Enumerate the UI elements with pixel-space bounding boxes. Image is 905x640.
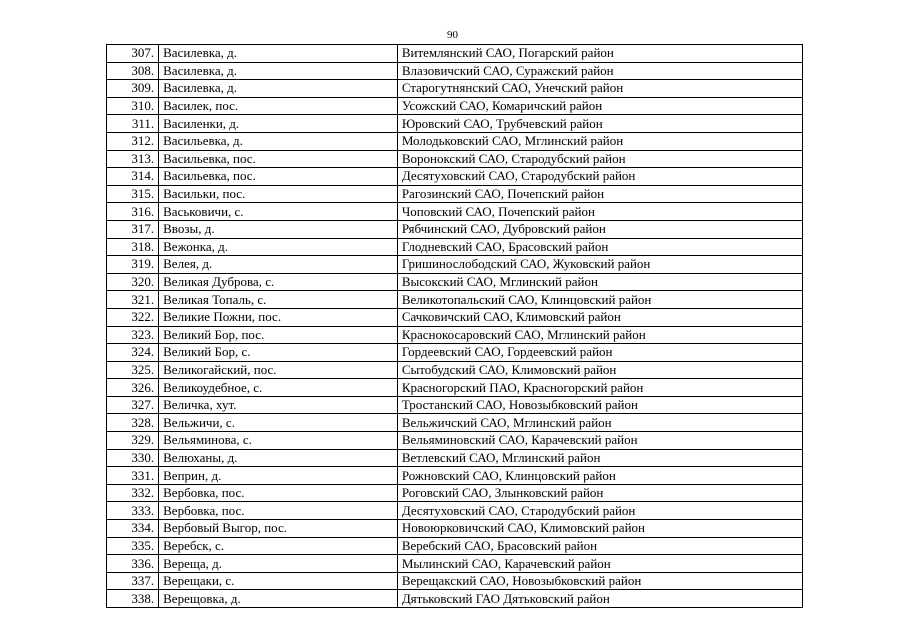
administrative-unit-cell: Юровский САО, Трубчевский район (397, 115, 802, 133)
settlement-name-cell: Вербовка, пос. (159, 484, 398, 502)
row-number-cell: 308. (107, 62, 159, 80)
table-row (107, 484, 803, 502)
row-number-cell: 317. (107, 220, 159, 238)
table-row (107, 150, 803, 168)
administrative-unit-cell: Сачковичский САО, Климовский район (397, 308, 802, 326)
settlement-name-cell: Василевка, д. (159, 62, 398, 80)
settlement-name-cell: Верещаки, с. (159, 572, 398, 590)
row-number-cell: 323. (107, 326, 159, 344)
administrative-unit-cell: Великотопальский САО, Клинцовский район (397, 291, 802, 309)
row-number-cell: 321. (107, 291, 159, 309)
row-number-cell: 335. (107, 537, 159, 555)
administrative-unit-cell: Тростанский САО, Новозыбковский район (397, 396, 802, 414)
table-row (107, 502, 803, 520)
settlement-name-cell: Ввозы, д. (159, 220, 398, 238)
row-number-cell: 329. (107, 432, 159, 450)
row-number-cell: 326. (107, 379, 159, 397)
row-number-cell: 324. (107, 344, 159, 362)
row-number-cell: 331. (107, 467, 159, 485)
administrative-unit-cell: Воронокский САО, Стародубский район (397, 150, 802, 168)
table-row (107, 45, 803, 63)
administrative-unit-cell: Старогутнянский САО, Унечский район (397, 80, 802, 98)
row-number-cell: 318. (107, 238, 159, 256)
row-number-cell: 325. (107, 361, 159, 379)
administrative-unit-cell: Мылинский САО, Карачевский район (397, 555, 802, 573)
table-row (107, 396, 803, 414)
row-number-cell: 315. (107, 185, 159, 203)
table-row (107, 273, 803, 291)
settlement-name-cell: Вельяминова, с. (159, 432, 398, 450)
settlement-name-cell: Веребск, с. (159, 537, 398, 555)
settlement-name-cell: Вербовка, пос. (159, 502, 398, 520)
settlement-name-cell: Васильевка, пос. (159, 150, 398, 168)
administrative-unit-cell: Витемлянский САО, Погарский район (397, 45, 802, 63)
row-number-cell: 320. (107, 273, 159, 291)
row-number-cell: 311. (107, 115, 159, 133)
table-row (107, 467, 803, 485)
row-number-cell: 319. (107, 256, 159, 274)
table-row (107, 203, 803, 221)
table-row (107, 572, 803, 590)
settlement-name-cell: Вежонка, д. (159, 238, 398, 256)
settlement-name-cell: Велюханы, д. (159, 449, 398, 467)
settlement-name-cell: Вереща, д. (159, 555, 398, 573)
administrative-unit-cell: Глодневский САО, Брасовский район (397, 238, 802, 256)
administrative-unit-cell: Гришинослободский САО, Жуковский район (397, 256, 802, 274)
administrative-unit-cell: Верещакский САО, Новозыбковский район (397, 572, 802, 590)
row-number-cell: 313. (107, 150, 159, 168)
settlement-name-cell: Верещовка, д. (159, 590, 398, 608)
settlement-name-cell: Васильевка, пос. (159, 168, 398, 186)
administrative-unit-cell: Усожский САО, Комаричский район (397, 97, 802, 115)
administrative-unit-cell: Рагозинский САО, Почепский район (397, 185, 802, 203)
settlement-name-cell: Васильевка, д. (159, 132, 398, 150)
table-row (107, 132, 803, 150)
administrative-unit-cell: Вельяминовский САО, Карачевский район (397, 432, 802, 450)
table-row (107, 80, 803, 98)
settlement-name-cell: Великий Бор, с. (159, 344, 398, 362)
settlement-name-cell: Вельжичи, с. (159, 414, 398, 432)
row-number-cell: 334. (107, 520, 159, 538)
page-number: 90 (447, 29, 458, 41)
table-row (107, 432, 803, 450)
settlement-name-cell: Веприн, д. (159, 467, 398, 485)
table-row (107, 115, 803, 133)
administrative-unit-cell: Вельжичский САО, Мглинский район (397, 414, 802, 432)
row-number-cell: 316. (107, 203, 159, 221)
table-row (107, 62, 803, 80)
table-body (107, 45, 803, 608)
administrative-unit-cell: Высокский САО, Мглинский район (397, 273, 802, 291)
settlement-name-cell: Васьковичи, с. (159, 203, 398, 221)
settlement-name-cell: Вербовый Выгор, пос. (159, 520, 398, 538)
table-row (107, 168, 803, 186)
administrative-unit-cell: Красногорский ПАО, Красногорский район (397, 379, 802, 397)
table-row (107, 414, 803, 432)
administrative-unit-cell: Дятьковский ГАО Дятьковский район (397, 590, 802, 608)
table-row (107, 238, 803, 256)
table-row (107, 291, 803, 309)
settlement-name-cell: Великоудебное, с. (159, 379, 398, 397)
row-number-cell: 336. (107, 555, 159, 573)
administrative-unit-cell: Молодьковский САО, Мглинский район (397, 132, 802, 150)
administrative-unit-cell: Рожновский САО, Клинцовский район (397, 467, 802, 485)
row-number-cell: 322. (107, 308, 159, 326)
administrative-unit-cell: Сытобудский САО, Климовский район (397, 361, 802, 379)
row-number-cell: 333. (107, 502, 159, 520)
table-row (107, 449, 803, 467)
settlement-name-cell: Василенки, д. (159, 115, 398, 133)
settlement-name-cell: Велея, д. (159, 256, 398, 274)
row-number-cell: 328. (107, 414, 159, 432)
table-row (107, 308, 803, 326)
row-number-cell: 312. (107, 132, 159, 150)
settlement-name-cell: Василек, пос. (159, 97, 398, 115)
row-number-cell: 309. (107, 80, 159, 98)
table-row (107, 344, 803, 362)
settlement-name-cell: Великая Топаль, с. (159, 291, 398, 309)
administrative-unit-cell: Рябчинский САО, Дубровский район (397, 220, 802, 238)
settlement-name-cell: Великие Пожни, пос. (159, 308, 398, 326)
table-row (107, 361, 803, 379)
settlement-name-cell: Великий Бор, пос. (159, 326, 398, 344)
table-row (107, 220, 803, 238)
table-row (107, 520, 803, 538)
administrative-unit-cell: Новоюрковичский САО, Климовский район (397, 520, 802, 538)
table-row (107, 256, 803, 274)
administrative-unit-cell: Десятуховский САО, Стародубский район (397, 168, 802, 186)
settlements-table (106, 44, 803, 608)
table-row (107, 537, 803, 555)
row-number-cell: 332. (107, 484, 159, 502)
row-number-cell: 330. (107, 449, 159, 467)
table-row (107, 326, 803, 344)
table-row (107, 185, 803, 203)
administrative-unit-cell: Чоповский САО, Почепский район (397, 203, 802, 221)
settlement-name-cell: Васильки, пос. (159, 185, 398, 203)
settlement-name-cell: Великая Дуброва, с. (159, 273, 398, 291)
row-number-cell: 314. (107, 168, 159, 186)
table-row (107, 97, 803, 115)
administrative-unit-cell: Краснокосаровский САО, Мглинский район (397, 326, 802, 344)
settlement-name-cell: Василевка, д. (159, 80, 398, 98)
row-number-cell: 327. (107, 396, 159, 414)
settlement-name-cell: Величка, хут. (159, 396, 398, 414)
row-number-cell: 338. (107, 590, 159, 608)
table-row (107, 379, 803, 397)
table-row (107, 590, 803, 608)
administrative-unit-cell: Влазовичский САО, Суражский район (397, 62, 802, 80)
administrative-unit-cell: Гордеевский САО, Гордеевский район (397, 344, 802, 362)
administrative-unit-cell: Десятуховский САО, Стародубский район (397, 502, 802, 520)
row-number-cell: 307. (107, 45, 159, 63)
row-number-cell: 337. (107, 572, 159, 590)
administrative-unit-cell: Веребский САО, Брасовский район (397, 537, 802, 555)
administrative-unit-cell: Ветлевский САО, Мглинский район (397, 449, 802, 467)
settlement-name-cell: Василевка, д. (159, 45, 398, 63)
table-row (107, 555, 803, 573)
administrative-unit-cell: Роговский САО, Злынковский район (397, 484, 802, 502)
settlement-name-cell: Великогайский, пос. (159, 361, 398, 379)
row-number-cell: 310. (107, 97, 159, 115)
